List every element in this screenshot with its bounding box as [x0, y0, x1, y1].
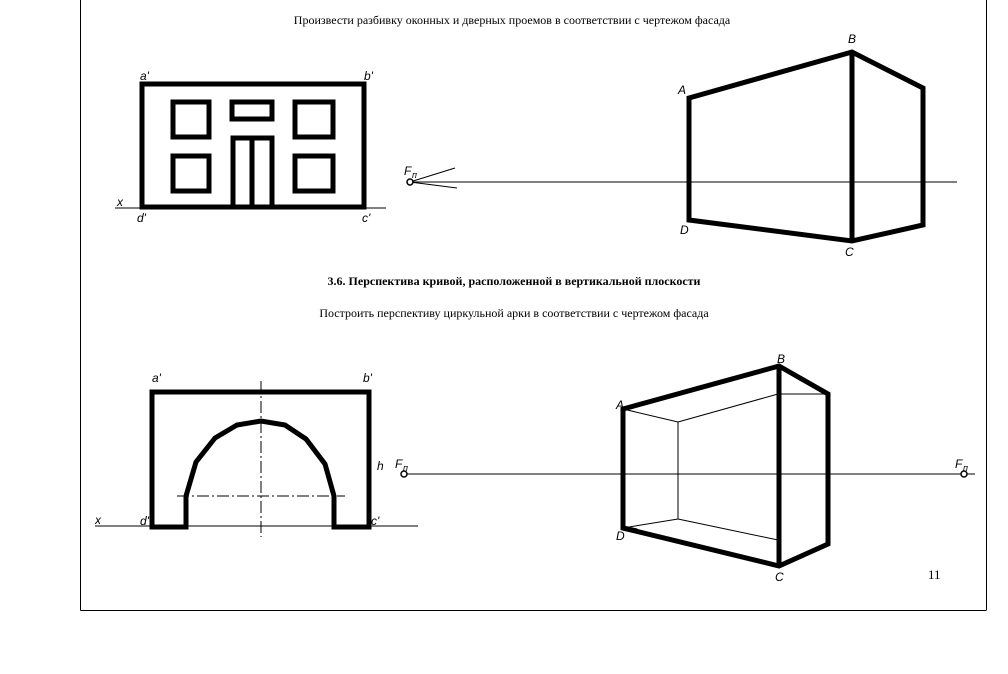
fig1-perspective — [404, 32, 957, 259]
fig1-label-d: d' — [137, 211, 146, 225]
fig2-label-c: c' — [371, 514, 380, 528]
heading-top: Произвести разбивку оконных и дверных проемов в соответствии с чертежом фасада — [293, 13, 731, 27]
fig1-window-top-right — [295, 102, 333, 137]
fig1-label-c: c' — [362, 211, 371, 225]
fig2-facade — [94, 371, 418, 537]
heading-bottom: Построить перспективу циркульной арки в соответствии с чертежом фасада — [319, 306, 709, 320]
fig1-label-A: A — [678, 83, 687, 97]
fig2-label-F-left: F — [395, 457, 403, 471]
fig1-window-bottom-right — [295, 156, 333, 191]
section-title: 3.6. Перспектива кривой, расположенной в вертикальной плоскости — [327, 274, 701, 288]
fig1-label-C: C — [845, 245, 854, 259]
fig1-door — [233, 138, 272, 207]
fig2-label-F-right: F — [955, 457, 963, 471]
fig1-window-bottom-left — [173, 156, 209, 191]
fig2-box-bottom-tick — [623, 528, 637, 531]
fig2-box-outline — [623, 366, 828, 566]
fig2-label-B: B — [777, 352, 786, 366]
fig2-label-F-right-sub: п — [963, 463, 968, 473]
fig2-label-a: a' — [152, 371, 161, 385]
fig1-label-F: F — [404, 164, 412, 178]
fig1-label-a: a' — [140, 69, 149, 83]
fig1-label-D: D — [680, 223, 689, 237]
fig1-label-x: x — [117, 195, 123, 209]
fig2-label-D: D — [616, 529, 625, 543]
fig1-box-outline — [689, 52, 923, 241]
fig1-window-top-left — [173, 102, 209, 137]
fig1-label-b: b' — [364, 69, 373, 83]
fig2-label-F-left-sub: п — [403, 463, 408, 473]
fig1-label-F-sub: п — [412, 170, 417, 180]
fig2-label-h: h — [377, 459, 384, 473]
fig2-construction-lines — [623, 394, 828, 566]
fig2-label-b: b' — [363, 371, 372, 385]
fig1-transom-window — [232, 102, 272, 119]
fig2-label-A: A — [616, 398, 625, 412]
fig2-label-x: x — [95, 513, 101, 527]
fig2-label-d: d' — [140, 514, 149, 528]
fig1-label-B: B — [848, 32, 857, 46]
fig1-ray-lower — [410, 182, 457, 188]
fig1-facade — [115, 69, 386, 225]
fig2-label-C: C — [775, 570, 784, 584]
page-number: 11 — [928, 567, 941, 582]
fig2-perspective — [377, 352, 975, 584]
